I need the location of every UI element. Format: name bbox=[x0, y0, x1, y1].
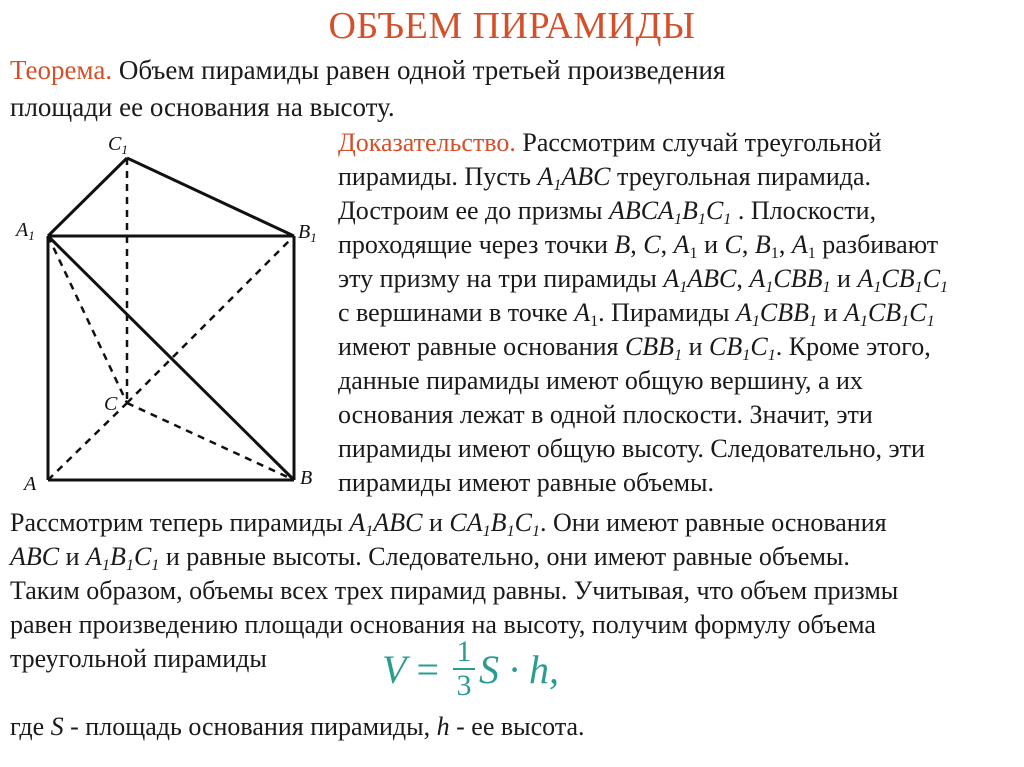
proof-text: Рассмотрим случай треугольной bbox=[515, 128, 882, 157]
proof-text: с вершинами в точке bbox=[338, 298, 575, 327]
proof-line-9: основания лежат в одной плоскости. Значит, эти bbox=[338, 400, 873, 429]
formula-rhs: S · h, bbox=[479, 646, 559, 692]
bottom-text: и равные высоты. Следовательно, они имеют равные объемы. bbox=[159, 542, 850, 571]
proof-text: и bbox=[682, 332, 710, 361]
formula-fraction bbox=[453, 636, 475, 702]
proof-line-1 bbox=[338, 126, 882, 160]
label-b1: $B_1$ bbox=[298, 221, 317, 245]
theorem-line-2: площади ее основания на высоту. bbox=[10, 92, 395, 122]
proof-text: треугольная пирамида. bbox=[610, 162, 872, 191]
proof-text: . Кроме этого, bbox=[775, 332, 931, 361]
formula-eq: = bbox=[406, 646, 449, 692]
bottom-text: и bbox=[59, 542, 87, 571]
proof-text: . Пирамиды bbox=[598, 298, 736, 327]
bottom-text: - площадь основания пирамиды, bbox=[63, 712, 437, 741]
label-c1: $C_1$ bbox=[108, 133, 128, 157]
proof-line-2: пирамиды. Пусть $A_1ABC$ треугольная пирамида. bbox=[338, 162, 872, 194]
bottom-line-4: равен произведению площади основания на высоту, получим формулу объема bbox=[10, 610, 876, 639]
bottom-line-6: где S - площадь основания пирамиды, h - ее высота. bbox=[10, 712, 585, 741]
edge-a1-c1 bbox=[48, 158, 127, 236]
proof-text: и bbox=[817, 298, 844, 327]
proof-line-5: эту призму на три пирамиды $A_1ABC$, $A_1CBB_1$ и $A_1CB_1C_1$ bbox=[338, 264, 949, 296]
page-title: ОБЪЕМ ПИРАМИДЫ bbox=[328, 5, 696, 47]
proof-line-8: данные пирамиды имеют общую вершину, а их bbox=[338, 366, 863, 395]
edge-a1-c bbox=[48, 236, 127, 403]
bottom-text: - ее высота. bbox=[449, 712, 585, 741]
formula-lhs: V bbox=[382, 646, 407, 692]
formula-numerator: 1 bbox=[456, 635, 472, 668]
proof-label: Доказательство. bbox=[338, 128, 516, 157]
proof-line-4: проходящие через точки B, C, $A_1$ и C, $B_1$, $A_1$ разбивают bbox=[338, 230, 939, 262]
bottom-line-3: Таким образом, объемы всех трех пирамид равны. Учитывая, что объем призмы bbox=[10, 576, 899, 605]
proof-line-11: пирамиды имеют равные объемы. bbox=[338, 468, 715, 497]
bottom-text: . Они имеют равные основания bbox=[540, 508, 887, 537]
label-c: C bbox=[104, 393, 118, 415]
proof-text: имеют равные основания bbox=[338, 332, 625, 361]
proof-text: . Плоскости, bbox=[731, 196, 877, 225]
proof-text: Достроим ее до призмы bbox=[338, 196, 609, 225]
bottom-text: и bbox=[422, 508, 450, 537]
theorem-label: Теорема. bbox=[10, 55, 113, 85]
bottom-line-1: Рассмотрим теперь пирамиды $A_1ABC$ и $CA_1B_1C_1$. Они имеют равные основания bbox=[10, 508, 887, 540]
edge-c1-b1 bbox=[127, 158, 294, 236]
proof-text: эту призму на три пирамиды bbox=[338, 264, 664, 293]
proof-text: разбивают bbox=[815, 230, 939, 259]
edge-c-b1 bbox=[127, 236, 294, 403]
label-b: B bbox=[300, 467, 313, 489]
proof-text: и bbox=[830, 264, 858, 293]
proof-line-10: пирамиды имеют общую высоту. Следовательно, эти bbox=[338, 434, 925, 463]
prism-diagram bbox=[12, 128, 330, 496]
volume-formula bbox=[382, 636, 559, 702]
proof-text: пирамиды. Пусть bbox=[338, 162, 538, 191]
theorem-line-1 bbox=[10, 52, 725, 88]
bottom-line-5: треугольной пирамиды bbox=[10, 644, 267, 673]
bottom-text: Рассмотрим теперь пирамиды bbox=[10, 508, 350, 537]
bottom-line-2: ABC и $A_1B_1C_1$ и равные высоты. Следовательно, они имеют равные объемы. bbox=[10, 542, 850, 574]
bottom-text: где bbox=[10, 712, 51, 741]
label-a1: $A_1$ bbox=[16, 219, 35, 243]
proof-line-7: имеют равные основания $CBB_1$ и $CB_1C_1$. Кроме этого, bbox=[338, 332, 931, 364]
proof-text: проходящие через точки bbox=[338, 230, 615, 259]
proof-line-3: Достроим ее до призмы $ABCA_1B_1C_1$ . Плоскости, bbox=[338, 196, 877, 228]
formula-denominator: 3 bbox=[456, 669, 472, 702]
theorem-text: Объем пирамиды равен одной третьей произведения bbox=[112, 55, 726, 85]
proof-line-6: с вершинами в точке $A_1$. Пирамиды $A_1CBB_1$ и $A_1CB_1C_1$ bbox=[338, 298, 935, 330]
edge-c-b bbox=[127, 403, 294, 480]
label-a: A bbox=[24, 473, 37, 495]
